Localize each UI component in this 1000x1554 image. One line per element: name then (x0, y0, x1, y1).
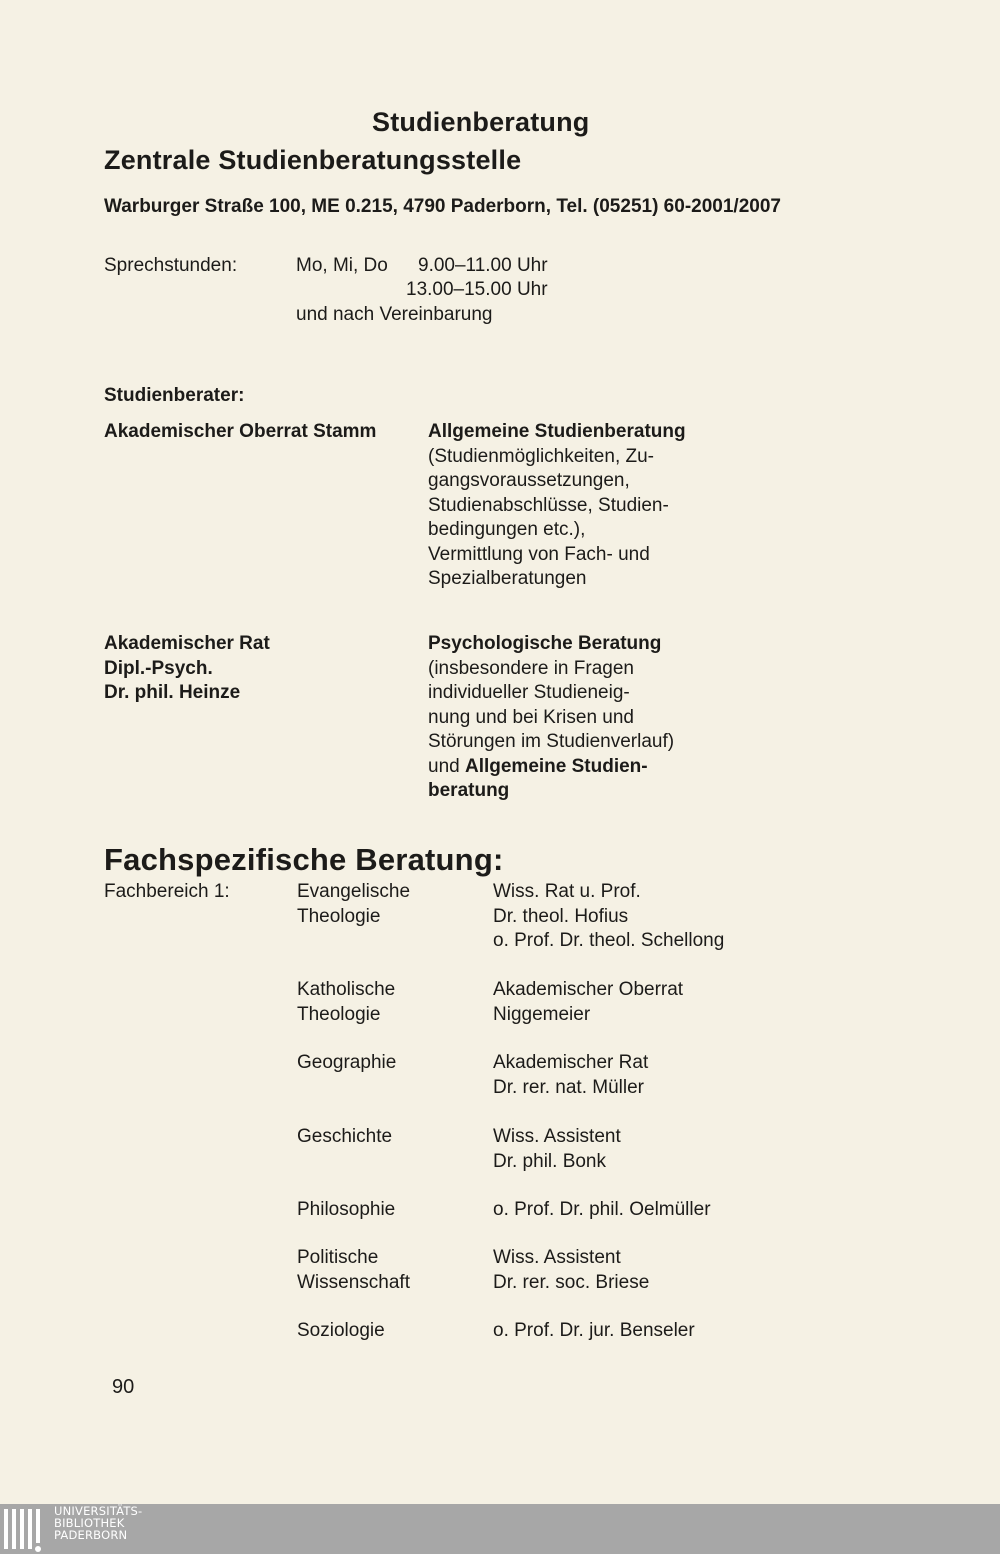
subject-line: Geschichte (297, 1126, 393, 1147)
office-hours-note: und nach Vereinbarung (296, 304, 493, 325)
subject-cell (297, 1319, 385, 1344)
subject-line: Geographie (297, 1052, 397, 1073)
advisor-desc-tail (428, 755, 674, 780)
subject-cell (297, 880, 410, 929)
subject-line: Evangelische (297, 881, 411, 902)
consultant-line: o. Prof. Dr. theol. Schellong (493, 930, 725, 951)
advisor-role-title: Psychologische Beratung (428, 633, 662, 654)
consultant-cell (493, 1246, 649, 1295)
advisor-desc-line: Spezialberatungen (428, 568, 587, 589)
consultant-line: Wiss. Assistent (493, 1247, 621, 1268)
page-number: 90 (112, 1376, 135, 1398)
advisor-desc-tail-prefix: und (428, 755, 465, 777)
consultant-line: Wiss. Assistent (493, 1126, 621, 1147)
consultant-line: Dr. phil. Bonk (493, 1150, 606, 1172)
advisor-name (104, 632, 270, 706)
consultant-cell (493, 978, 683, 1027)
advisor-desc-line: Studienabschlüsse, Studien- (428, 494, 669, 516)
consultant-cell (493, 1051, 648, 1100)
consultant-line: Dr. rer. nat. Müller (493, 1076, 644, 1098)
office-hours-time-1: 9.00–11.00 Uhr (418, 255, 548, 276)
office-hours-time-2: 13.00–15.00 Uhr (406, 279, 548, 300)
subject-cell (297, 1125, 392, 1150)
advisor-role-title: Allgemeine Studienberatung (428, 421, 686, 442)
advisor-desc-line: (insbesondere in Fragen (428, 657, 634, 679)
advisor-desc-tail-bold: Allgemeine Studien- (464, 755, 648, 777)
advisor-name-line: Akademischer Rat (104, 633, 270, 654)
subject-line: Wissenschaft (297, 1271, 410, 1293)
library-logo-line: BIBLIOTHEK (54, 1516, 125, 1530)
advisor-desc-line: individueller Studieneig- (428, 682, 630, 703)
consultant-cell (493, 1125, 621, 1174)
subject-line: Soziologie (297, 1320, 385, 1341)
consultant-line: o. Prof. Dr. phil. Oelmüller (493, 1199, 711, 1220)
consultant-cell (493, 1319, 695, 1344)
subject-line: Politische (297, 1247, 379, 1268)
subject-line: Katholische (297, 979, 396, 1000)
subject-cell (297, 1246, 410, 1295)
advisor-description (428, 632, 674, 804)
consultant-line: Akademischer Rat (493, 1052, 649, 1073)
consultant-line: Dr. rer. soc. Briese (493, 1271, 650, 1293)
advisor-desc-line: nung und bei Krisen und (428, 706, 634, 728)
advisor-desc-line: bedingungen etc.), (428, 519, 586, 540)
consultant-line: o. Prof. Dr. jur. Benseler (493, 1320, 695, 1341)
subject-line: Theologie (297, 905, 381, 927)
office-hours-days: Mo, Mi, Do (296, 255, 388, 276)
advisor-desc-line: Vermittlung von Fach- und (428, 543, 650, 565)
consultant-line: Dr. theol. Hofius (493, 905, 629, 927)
library-logo-line: PADERBORN (54, 1528, 128, 1542)
department-label: Fachbereich 1: (104, 881, 230, 902)
library-logo-line: UNIVERSITÄTS- (54, 1504, 143, 1518)
subject-line: Philosophie (297, 1199, 396, 1220)
consultant-line: Niggemeier (493, 1003, 591, 1025)
consultant-cell (493, 1198, 711, 1223)
subject-cell (297, 1198, 395, 1223)
page-title: Studienberatung (372, 107, 590, 137)
subject-cell (297, 978, 395, 1027)
subject-cell (297, 1051, 396, 1076)
advisor-description (428, 420, 686, 592)
section-heading: Fachspezifische Beratung: (104, 842, 504, 877)
consultant-cell (493, 880, 724, 954)
advisor-desc-line: gangsvoraussetzungen, (428, 470, 630, 491)
office-hours-label: Sprechstunden: (104, 255, 238, 276)
page-subtitle: Zentrale Studienberatungsstelle (104, 145, 522, 175)
advisor-desc-line: Störungen im Studienverlauf) (428, 731, 675, 752)
advisor-name-line: Dipl.-Psych. (104, 657, 213, 679)
consultant-line: Wiss. Rat u. Prof. (493, 881, 641, 902)
library-logo-text (54, 1505, 142, 1541)
subject-line: Theologie (297, 1003, 381, 1025)
advisor-name-line: Akademischer Oberrat Stamm (104, 421, 377, 442)
advisors-heading: Studienberater: (104, 385, 245, 406)
consultant-line: Akademischer Oberrat (493, 979, 684, 1000)
office-address: Warburger Straße 100, ME 0.215, 4790 Paderborn, Tel. (05251) 60-2001/2007 (104, 196, 781, 217)
advisor-name-line: Dr. phil. Heinze (104, 682, 241, 703)
library-logo-icon (2, 1507, 48, 1553)
advisor-desc-tail-bold: beratung (428, 780, 510, 801)
advisor-name (104, 420, 376, 445)
advisor-desc-line: (Studienmöglichkeiten, Zu- (428, 445, 654, 467)
library-footer-bar (0, 1504, 1000, 1554)
